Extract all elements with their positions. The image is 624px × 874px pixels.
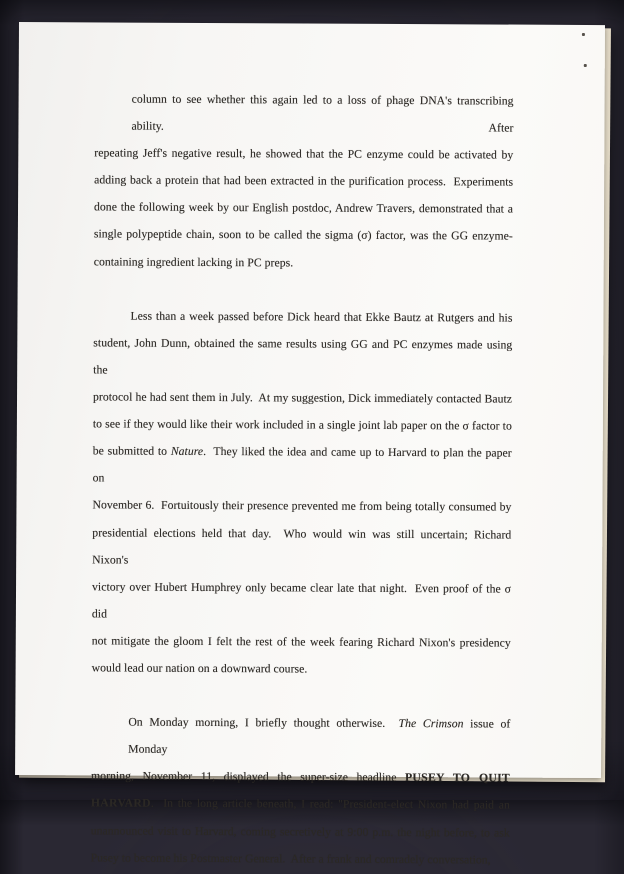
text-run: not mitigate the gloom I felt the rest of the week fearing Richard Nixon's presidency bbox=[91, 634, 511, 650]
text-line bbox=[91, 763, 510, 792]
paper-speck-1 bbox=[582, 33, 585, 36]
text-run: Less than a week passed before Dick heard that Ekke Bautz at Rutgers and his bbox=[130, 309, 513, 325]
text-run: done the following week by our English postdoc, Andrew Travers, demonstrated that a bbox=[93, 200, 514, 216]
text-run: On Monday morning, I briefly thought otherwise. bbox=[128, 715, 399, 731]
text-line bbox=[92, 492, 511, 521]
text-run: . They liked the idea and came up to Harvard to plan the paper on bbox=[92, 445, 515, 485]
text-line bbox=[91, 573, 515, 629]
text-line bbox=[94, 167, 513, 196]
text-run: adding back a protein that had been extracted in the purification process. Experiments bbox=[94, 173, 514, 189]
text-line bbox=[91, 709, 514, 765]
text-run: would lead our nation on a downward course. bbox=[91, 661, 308, 676]
text-line bbox=[92, 438, 515, 494]
text-run: victory over Hubert Humphrey only became clear late that night. Even proof of the σ did bbox=[91, 580, 515, 621]
paragraph-3 bbox=[90, 709, 514, 874]
text-run: unannounced visit to Harvard, coming secretively at 9:00 p.m. the night before, to ask bbox=[90, 823, 510, 840]
text-run: morning, November 11, displayed the super-size headline bbox=[91, 769, 406, 785]
italic-text-run: The Crimson bbox=[398, 717, 464, 731]
text-line bbox=[92, 627, 511, 656]
text-line bbox=[94, 221, 513, 250]
text-run: issue of Monday bbox=[128, 717, 514, 757]
text-run: presidential elections held that day. Who would win was still uncertain; Richard Nixon's bbox=[92, 525, 515, 567]
text-line bbox=[93, 329, 516, 385]
paper-speck-2 bbox=[584, 64, 587, 67]
bold-text-run: HARVARD bbox=[90, 796, 151, 811]
text-line bbox=[94, 140, 513, 169]
text-line bbox=[94, 85, 517, 141]
text-line bbox=[94, 248, 513, 277]
text-line bbox=[91, 817, 510, 846]
text-line bbox=[93, 411, 512, 440]
document-page bbox=[15, 22, 605, 867]
text-run: November 6. Fortuitously their presence prevented me from being totally consumed by bbox=[92, 498, 512, 514]
text-line bbox=[92, 519, 515, 575]
italic-text-run: Nature bbox=[170, 445, 204, 459]
text-run: column to see whether this again led to a loss of phage DNA's transcribing ability. After bbox=[131, 92, 517, 135]
text-run: containing ingredient lacking in PC preps. bbox=[93, 254, 294, 270]
text-run: repeating Jeff's negative result, he showed that the PC enzyme could be activated by bbox=[94, 146, 514, 162]
text-line bbox=[91, 790, 510, 819]
text-line bbox=[93, 302, 512, 331]
text-line bbox=[92, 654, 511, 683]
text-run: Pusey to become his Postmaster General. After a frank and comradely conversation, bbox=[90, 851, 491, 867]
text-line bbox=[93, 383, 512, 412]
text-run: single polypeptide chain, soon to be called the sigma (σ) factor, was the GG enzyme- bbox=[93, 227, 513, 244]
text-run: be submitted to bbox=[92, 444, 171, 459]
text-line bbox=[91, 844, 510, 873]
page-text bbox=[90, 85, 517, 873]
text-run: student, John Dunn, obtained the same results using GG and PC enzymes made using the bbox=[93, 336, 516, 377]
paragraph-1 bbox=[93, 85, 517, 277]
text-run: protocol he had sent them in July. At my suggestion, Dick immediately contacted Bautz bbox=[93, 390, 513, 406]
text-run: to see if they would like their work included in a single joint lab paper on the σ factor to bbox=[92, 417, 512, 433]
text-line bbox=[94, 194, 513, 223]
paragraph-2 bbox=[91, 302, 516, 684]
text-run: . In the long article beneath, I read: "President-elect Nixon had paid an bbox=[150, 797, 510, 813]
bold-text-run: PUSEY TO QUIT bbox=[404, 771, 511, 785]
